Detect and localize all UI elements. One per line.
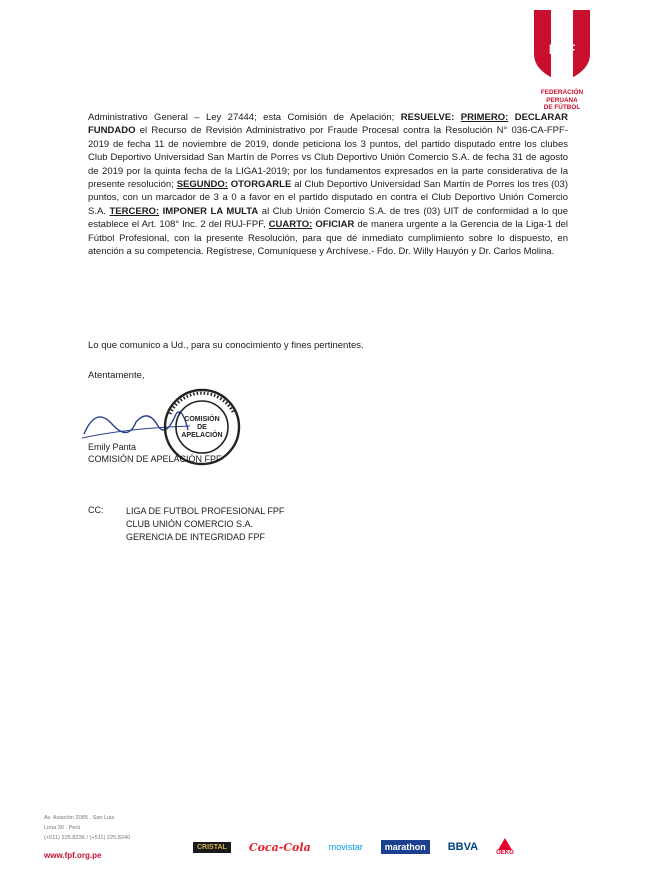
oeko-icon [498,838,512,850]
federation-name: FEDERACIÓN PERUANA DE FÚTBOL [540,89,584,111]
svg-text:COMISIÓN: COMISIÓN [184,416,220,423]
website-link[interactable]: www.fpf.org.pe [44,851,102,860]
fpf-initials: FPF [548,41,576,57]
sponsor-movistar: movistar [328,842,363,852]
fpf-logo [529,8,595,112]
svg-text:APELACIÓN: APELACIÓN [181,432,223,439]
sponsor-cristal: CRISTAL [193,842,231,853]
regards-line: Atentamente, [88,370,145,381]
resolution-paragraph: Administrativo General – Ley 27444; esta Comisión de Apelación; RESUELVE: PRIMERO: DECLARAR FUNDADO el Recurso de Revisión Administrativo por Fraude Procesal contra la Resolución N° 036-CA-FPF-2019 de fecha 11 de noviembre de 2019, donde peticiona los 3 puntos, del partido disputado entre los clubes Club Deportivo Universidad San Martín de Porres vs Club Deportivo Unión Comercio S.A. de fecha 31 de agosto de 2019 por la quinta fecha de la LIGA1-2019; por los fundamentos expresados en la parte considerativa de la presente resolución; SEGUNDO: OTORGARLE al Club Deportivo Universidad San Martín de Porres los tres (03) puntos, con un marcador de 3 a 0 a favor en el partido disputado en contra el Club Deportivo Unión Comercio S.A. TERCERO: IMPONER LA MULTA al Club Unión Comercio S.A. de tres (03) UIT de conformidad a lo que establece el Art. 108° Inc. 2 del RUJ-FPF, CUARTO: OFICIAR de manera urgente a la Gerencia de la Liga-1 del Fútbol Profesional, con la presente Resolución, para que dé inmediato cumplimiento sobre lo dispuesto, en atención a su competencia. Regístrese, Comuníquese y Archívese.- Fdo. Dr. Willy Hauyón y Dr. Carlos Molina. [88,112,569,258]
cc-item: GERENCIA DE INTEGRIDAD FPF [126,532,266,543]
signer-title: COMISIÓN DE APELACIÓN FPF [88,454,222,464]
footer-address: Av. Aviación 2085 . San Luis Lima 30 . Perú (+511) 225.8236 / (+511) 225.8240 [44,815,131,841]
sponsor-bbva: BBVA [447,841,479,853]
sponsor-cocacola: Coca-Cola [248,840,311,854]
fpf-shield-icon [532,8,592,84]
signer-name: Emily Panta [88,442,137,452]
sponsor-oeko: OEKO [496,838,514,856]
signer-block [88,441,222,465]
closing-line: Lo que comunico a Ud., para su conocimiento y fines pertinentes. [88,340,364,351]
sponsor-strip [193,838,514,856]
cc-item: CLUB UNIÓN COMERCIO S.A. [126,519,254,530]
cc-item: LIGA DE FUTBOL PROFESIONAL FPF [126,506,285,516]
cc-label: CC: [88,505,104,515]
svg-text:DE: DE [197,424,207,431]
sponsor-marathon: marathon [381,840,430,854]
cc-list [126,505,284,545]
